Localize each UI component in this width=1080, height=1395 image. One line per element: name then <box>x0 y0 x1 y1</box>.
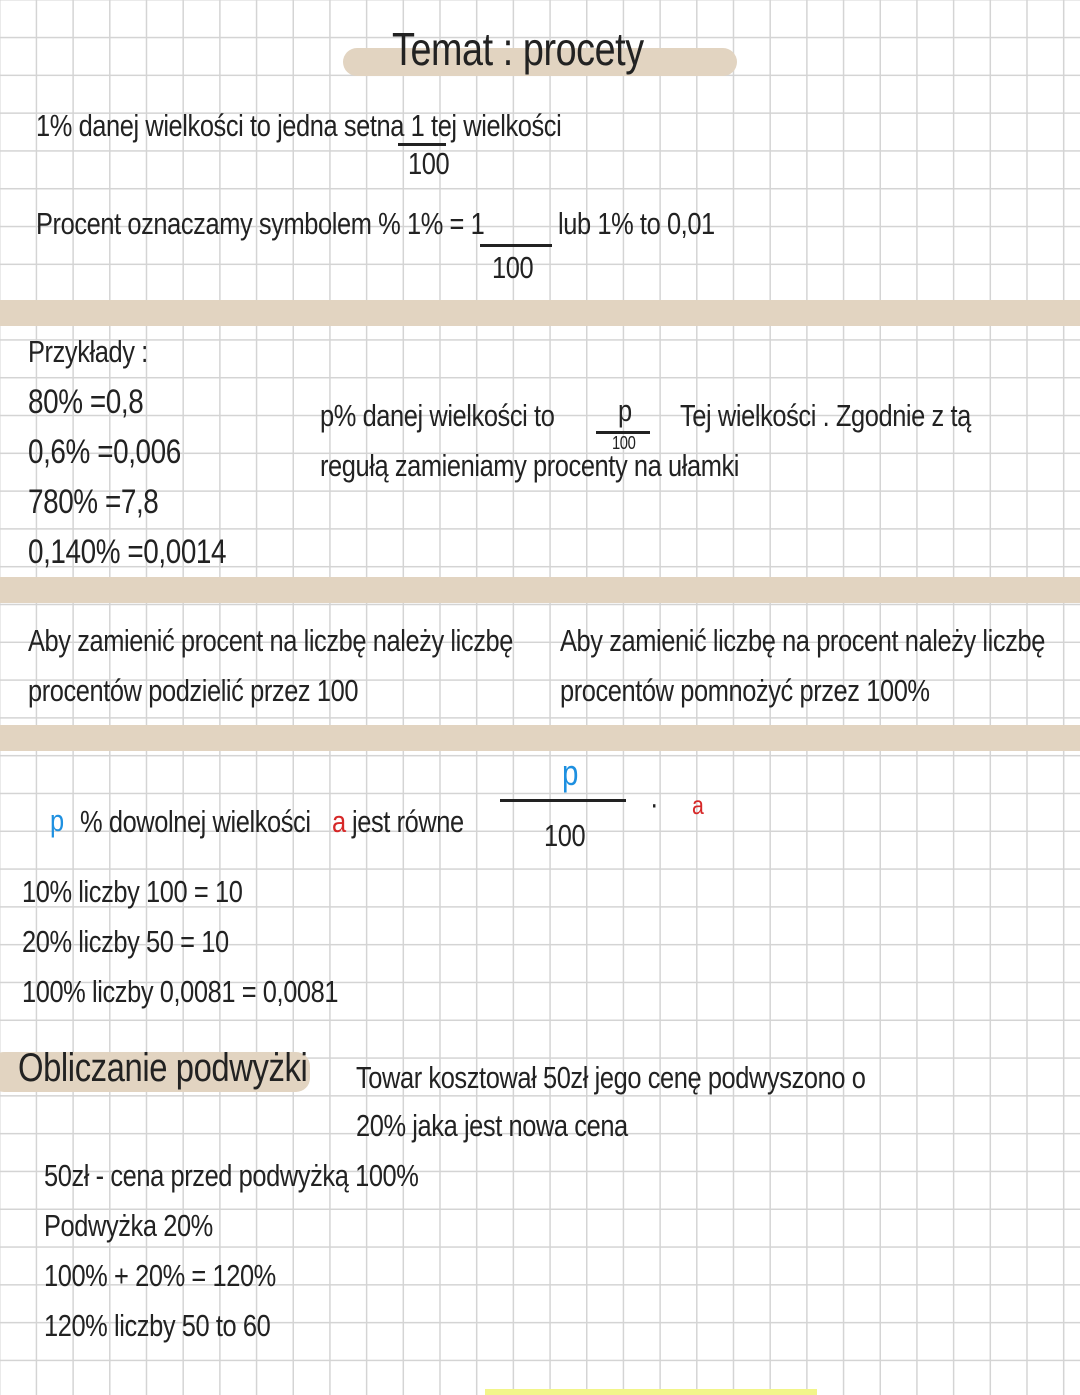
rule-num: p <box>618 393 632 428</box>
raise-step: 100% + 20% = 120% <box>44 1258 276 1293</box>
raise-step: 50zł - cena przed podwyżką 100% <box>44 1158 419 1193</box>
rule-den: 100 <box>612 433 636 453</box>
raise-task: Towar kosztował 50zł jego cenę podwyszono o <box>356 1060 866 1095</box>
conversion-left: Aby zamienić procent na liczbę należy liczbę <box>28 623 513 658</box>
rule-line-2: regułą zamieniamy procenty na ułamki <box>320 448 739 483</box>
raise-step: Podwyżka 20% <box>44 1208 213 1243</box>
raise-task: 20% jaka jest nowa cena <box>356 1108 628 1143</box>
fraction-bar <box>480 244 552 247</box>
rule-text-2: Tej wielkości . Zgodnie z tą <box>680 398 971 433</box>
formula-example: 20% liczby 50 = 10 <box>22 924 229 959</box>
formula-example: 100% liczby 0,0081 = 0,0081 <box>22 974 339 1009</box>
intro-frac-den: 100 <box>408 146 450 181</box>
example-item: 0,140% =0,0014 <box>28 533 227 571</box>
formula-text: % dowolnej wielkości <box>80 804 311 839</box>
example-item: 780% =7,8 <box>28 483 159 521</box>
formula-text-2: jest równe <box>352 804 464 839</box>
formula-a: a <box>332 804 346 839</box>
yellow-highlight <box>485 1389 817 1395</box>
divider-band <box>0 300 1080 326</box>
formula-example: 10% liczby 100 = 10 <box>22 874 243 909</box>
fraction-bar <box>500 799 626 802</box>
intro-line-1: 1% danej wielkości to jedna setna 1 tej wielkości <box>36 108 562 143</box>
formula-num: p <box>562 752 579 793</box>
conversion-right: procentów pomnożyć przez 100% <box>560 673 930 708</box>
examples-heading: Przykłady : <box>28 334 148 369</box>
divider-band <box>0 577 1080 603</box>
formula-dot: · <box>650 786 659 821</box>
formula-mult: a <box>692 790 704 820</box>
formula-p: p <box>50 803 64 838</box>
example-item: 80% =0,8 <box>28 383 144 421</box>
intro-line-2: Procent oznaczamy symbolem % 1% = 1 <box>36 206 485 241</box>
rule-text: p% danej wielkości to <box>320 398 555 433</box>
page-title: Temat : procety <box>392 23 644 75</box>
raise-step: 120% liczby 50 to 60 <box>44 1308 271 1343</box>
conversion-right: Aby zamienić liczbę na procent należy liczbę <box>560 623 1045 658</box>
raise-heading: Obliczanie podwyżki <box>18 1046 308 1090</box>
conversion-left: procentów podzielić przez 100 <box>28 673 359 708</box>
divider-band <box>0 725 1080 751</box>
intro-line-2-den: 100 <box>492 250 534 285</box>
intro-line-2-tail: lub 1% to 0,01 <box>558 206 715 241</box>
example-item: 0,6% =0,006 <box>28 433 181 471</box>
formula-den: 100 <box>544 818 586 853</box>
